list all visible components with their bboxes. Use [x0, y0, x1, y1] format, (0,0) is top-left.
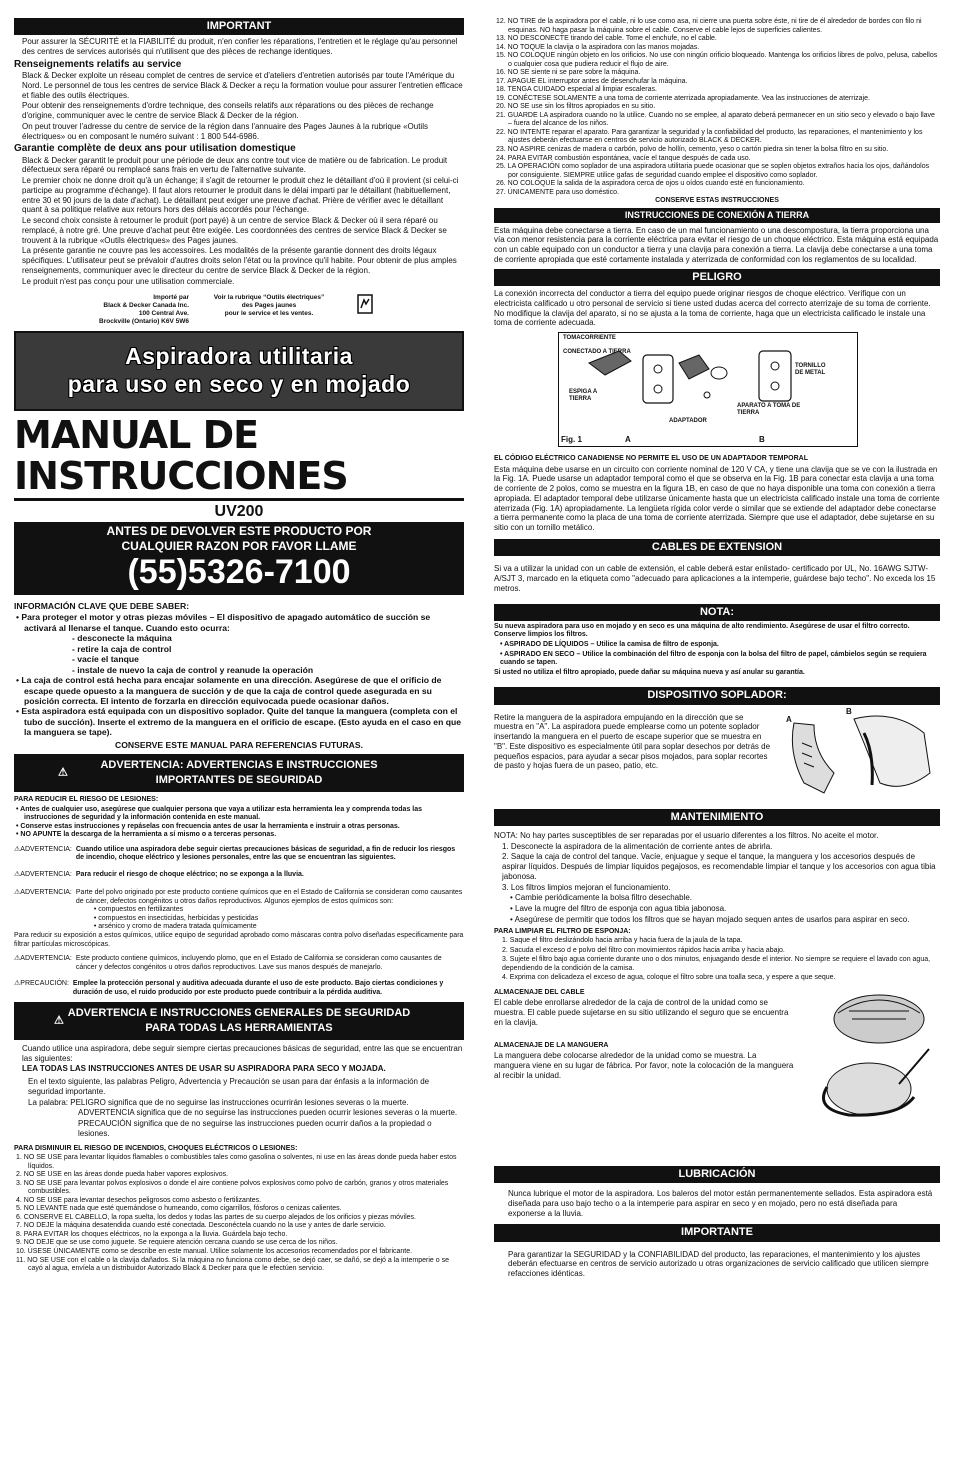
lubrication-header: LUBRICACIÓN [494, 1166, 940, 1183]
key-item: • Para proteger el motor y otras piezas móviles – El dispositivo de apagado automático de succión se activará al llenarse el tanque. Cuando esto ocurra: [16, 612, 431, 633]
sponge-step: 2. Sacuda el exceso d e polvo del filtro con movimientos rápidos hacia arriba y hacia abajo. [502, 946, 785, 954]
safety-item: 14. NO TOQUE la clavija o la aspiradora con las manos mojadas. [496, 43, 700, 51]
general-safety-header [14, 1002, 464, 1040]
extension-header: CABLES DE EXTENSION [494, 539, 940, 556]
figure-label: CONECTADO A TIERRA [563, 349, 631, 356]
caution-text: Emplee la protección personal y auditiva adecuada durante el uso de este producto. Bajo ciertas condiciones y duración de uso, el ruido producido por este producto puede contribuir a la pérdida auditiva. [72, 980, 444, 996]
signal-word-danger: La palabra: PELIGRO significa que de no seguirse las instrucciones ocurrirán lesiones severas o la muerte. [28, 1097, 409, 1107]
vacuum-hose-icon [784, 713, 934, 795]
left-column [14, 18, 464, 1274]
importer-line: Black & Decker Canada Inc. [103, 302, 189, 310]
warning-text: Para reducir el riesgo de choque eléctrico; no se exponga a la lluvia. [75, 870, 304, 878]
general-text: LEA TODAS LAS INSTRUCCIONES ANTES DE USAR SU ASPIRADORA PARA SECO Y MOJADA. [22, 1064, 386, 1074]
warranty-heading: Garantie complète de deux ans pour utilisation domestique [14, 143, 296, 155]
reduce-item: • Conserve estas instrucciones y repáselas con frecuencia antes de usar la herramienta e instruir a otras personas. [16, 822, 400, 830]
model-number: UV200 [214, 503, 264, 521]
product-title-line-1: Aspiradora utilitaria [125, 343, 353, 370]
maintenance-step: 3. Los filtros limpios mejoran el funcionamiento. [502, 882, 671, 892]
fire-risk-item: 1. NO SE USE para levantar líquidos flamables o combustibles tales como gasolina o solventes, ni use en las áreas donde pueda haber estos líquidos. [16, 1154, 457, 1170]
fire-risk-item: 10. ÚSESE ÚNICAMENTE como se describe en este manual. Utilice solamente los accesorios recomendados por el fabricante. [16, 1248, 413, 1256]
phone-number: (55)5326-7100 [127, 552, 351, 591]
note-text: Si usted no utiliza el filtro apropiado, puede dañar su máquina nueva y así anular su garantía. [494, 668, 805, 676]
fire-risk-item: 9. NO DEJE que se use como juguete. Se requiere atención cercana cuando se use cerca de los niños. [16, 1239, 338, 1247]
note-item: • ASPIRADO EN SECO – Utilice la combinación del filtro de esponja con la bolsa del filtro de papel, cámbielos según se requiera cuando se tapen. [500, 650, 927, 667]
figure-label: ADAPTADOR [669, 418, 707, 425]
safety-item: 27. ÚNICAMENTE para uso doméstico. [496, 188, 619, 196]
figure-label: ESPIGA A TIERRA [569, 389, 598, 403]
safety-block [14, 796, 464, 997]
key-item: • La caja de control está hecha para encajar solamente en una dirección. Asegúrese de que el orificio de escape quede opuesto a la manguera de succión y de que la caja de control quede asegurada en su posición correcta. El intento de forzarla en dirección equivocada puede ocasionar daños. [16, 675, 442, 706]
keep-manual-note: CONSERVE ESTE MANUAL PARA REFERENCIAS FUTURAS. [115, 739, 363, 750]
safety-item: 18. TENGA CUIDADO especial al limpiar escaleras. [496, 86, 657, 94]
cable-storage-text: El cable debe enrollarse alrededor de la caja de control de la unidad como se muestra. El cable puede sujetarse en su sitio utilizando el seguro que se encuentra en la clavija. [494, 998, 789, 1027]
safety-item: 21. GUARDE LA aspiradora cuando no la utilice. Cuando no se emplee, al aparato deberá permanecer en un sitio seco y elevado o bajo llave – fuera del alcance de los niños. [496, 111, 935, 128]
exposure-text: Para reducir su exposición a estos químicos, utilice equipo de seguridad aprobado como máscaras contra polvo diseñadas especificamente para filtrar partículas microscópicas. [14, 932, 464, 948]
caution-label: ⚠PRECAUCIÓN: [14, 980, 69, 988]
warranty-text-5: Le produit n'est pas conçu pour une utilisation commerciale. [22, 276, 235, 286]
important-footer-text: Para garantizar la SEGURIDAD y la CONFIABILIDAD del producto, las reparaciones, el mantenimiento y los ajustes deberán efectuarse en centros de servicio autorizado u otras organizaciones de servicio calificado que utilicen siempre refacciones idénticas. [508, 1249, 929, 1279]
fire-risk-item: 7. NO DEJE la máquina desatendida cuando esté conectada. Desconéctela cuando no la use y antes de darle servicio. [16, 1222, 386, 1230]
key-step: - vacíe el tanque [72, 654, 139, 665]
fire-risk-title: PARA DISMINUIR EL RIESGO DE INCENDIOS, CHOQUES ELÉCTRICOS O LESIONES: [14, 1144, 298, 1152]
maintenance-substep: • Lave la mugre del filtro de esponja con agua tibia jabonosa. [510, 904, 727, 914]
danger-text: La conexión incorrecta del conductor a tierra del equipo puede originar riesgos de choque eléctrico. Verifique con un electricista calificado u otro personal de servicio si tiene usted dudas acerca del correcto aterrizaje de su toma de corriente. No modifique la clavija del aparato, si no se ajusta a la toma de corriente, haga que un electricista calificado le instale una toma de corriente adecuada. [494, 289, 931, 328]
fire-risk-block [14, 1145, 464, 1274]
warranty-text-2: Le premier choix ne donne droit qu'à un échange; il s'agit de retourner le produit chez le détaillant d'où il provient (si celui-ci participe au programme d'échange). Il faut alors retourner le produit dans le délai imparti par le détaillant (habituellement, entre 30 et 90 jours de la date d'achat). Le détaillant peut exiger une preuve d'achat. Prière de vérifier avec le détaillant quant à sa politique relative aux retours hors des délais accordés pour l'échange. [22, 176, 459, 215]
warning-text: Este producto contiene químicos, incluyendo plomo, que en el Estado de California se consideran como causantes de cáncer y defectos congénitos u otros daños reproductivos. Lave sus manos después de manejarlo. [75, 955, 442, 971]
service-heading: Renseignements relatifs au service [14, 58, 182, 70]
safety-item: 19. CONÉCTESE SOLAMENTE a una toma de corriente aterrizada apropiadamente. Vea las instrucciones de aterrizaje. [496, 94, 870, 102]
figure-part-b: B [759, 435, 765, 445]
safety-item: 22. NO INTENTE reparar el aparato. Para garantizar la seguridad y la confiabilidad del producto, las reparaciones, el mantenimiento y los ajustes deberán efectuarse en centros de servicio autorizado BLACK & DECKER. [496, 128, 923, 145]
general-safety-block [14, 1044, 464, 1139]
key-step: - instale de nuevo la caja de control y reanude la operación [72, 664, 314, 675]
important-header: IMPORTANT [14, 18, 464, 35]
blower-text: Retire la manguera de la aspiradora empujando en la dirección que se muestra en "A". La aspiradora puede emplearse como un potente soplador insertando la manguera en el puerto de escape superior que se muestra en "B". Este dispositivo es especialmente útil para soplar desechos por detrás de pequeños espacios, para ayudar a secar pisos mojados, para soplar recortes de pasto y hojas fuera de un paseo, patio, etc. [494, 712, 771, 771]
sponge-title: PARA LIMPIAR EL FILTRO DE ESPONJA: [494, 927, 631, 935]
warranty-text-4: La présente garantie ne couvre pas les accessoires. Les modalités de la présente garantie donnent des droits légaux spécifiques. L'utilisateur peut se prévaloir d'autres droits selon l'état ou la province qu'il habite. Pour obtenir de plus amples renseignements, communiquer avec le directeur du centre de service Black & Decker de la région. [22, 246, 457, 275]
call-line-2: CUALQUIER RAZON POR FAVOR LLAME [121, 539, 357, 554]
signal-word-warning: ADVERTENCIA significa que de no seguirse las instrucciones pueden ocurrir lesiones severas o la muerte. [78, 1108, 458, 1118]
general-text: En el texto siguiente, las palabras Peligro, Advertencia y Precaución se usan para dar énfasis a la información de seguridad importante. [28, 1077, 430, 1096]
extension-text: Si va a utilizar la unidad con un cable de extensión, el cable deberá estar enlistado- certificado por UL, No. 16AWG SJTW-A/SJT 3, marcado en la etiqueta como "adecuado para aplicaciones a la intemperie, guárdese bajo techo". No exceda los 15 metros. [494, 564, 936, 593]
important-footer-header: IMPORTANTE [494, 1224, 940, 1241]
blower-block [494, 706, 940, 795]
warning-text: Cuando utilice una aspiradora debe seguir ciertas precauciones básicas de seguridad, a fin de reducir los riesgos de incendio, choque eléctrico y lesiones personales, entre las que se encuentran las siguientes. [75, 845, 456, 862]
phone-book-icon [357, 294, 373, 314]
blower-label-b: B [846, 706, 852, 716]
fire-risk-item: 2. NO SE USE en las áreas donde pueda haber vapores explosivos. [16, 1171, 229, 1179]
caution-item [14, 980, 464, 997]
warning-label: ⚠ADVERTENCIA: [14, 870, 72, 878]
storage-block [494, 989, 940, 1122]
fire-risk-item: 3. NO SE USE para levantar polvos explosivos o donde el aire contiene polvos explosivos como polvo de carbón, granos y otros materiales combustibles. [16, 1179, 449, 1196]
key-item: • Esta aspiradora está equipada con un dispositivo soplador. Quite del tanque la manguera (completa con el tubo de succión). Inserte el extremo de la manguera en el orificio de escape. (Esto ayuda en el caso en que la manguera se tape). [16, 706, 461, 738]
fire-risk-list [14, 1154, 464, 1273]
chemical-item: • arsénico y cromo de madera tratada químicamente [93, 923, 257, 931]
divider [14, 498, 464, 501]
note-block [494, 623, 940, 677]
warning-item [14, 871, 464, 880]
reduce-item: • Antes de cualquier uso, asegúrese que cualquier persona que vaya a utilizar esta herramienta lea y comprenda todas las instrucciones de seguridad y la información contenida en este manual. [16, 805, 423, 822]
storage-illustration [804, 989, 934, 1122]
key-step: - desconecte la máquina [72, 633, 172, 644]
safety-item: 20. NO SE use sin los filtros apropiados en su sitio. [496, 103, 656, 111]
warning-icon: ⚠ [54, 1014, 64, 1027]
yellow-pages-line: des Pages jaunes [241, 302, 297, 310]
warning-label: ⚠ADVERTENCIA: [14, 955, 72, 963]
safety-item: 23. NO ASPIRE cenizas de madera o carbón, polvo de hollín, cemento, yeso o cartón piedra sin tener la bolsa filtro en su sitio. [496, 145, 889, 153]
service-text-1: Black & Decker exploite un réseau complet de centres de service et d'ateliers d'entretien autorisés par toute l'Amérique du Nord. Le personnel de tous les centres de service Black & Decker a reçu la formation voulue pour assurer l'entretien efficace et fiable des outils électriques. [22, 71, 463, 100]
general-text: Cuando utilice una aspiradora, debe seguir siempre ciertas precauciones básicas de seguridad, entre las que se encuentran las siguientes: [22, 1043, 463, 1063]
cable-storage-title: ALMACENAJE DEL CABLE [494, 988, 585, 996]
warranty-text-1: Black & Decker garantit le produit pour une période de deux ans contre tout vice de matière ou de fabrication. Le produit défectueux sera réparé ou remplacé sans frais en vertu de l'alternative suivante. [22, 155, 448, 175]
importer-line: Importé par [153, 294, 189, 302]
danger-header: PELIGRO [494, 269, 940, 286]
blower-label-a: A [786, 714, 792, 724]
grounding-header: INSTRUCCIONES DE CONEXIÓN A TIERRA [494, 208, 940, 223]
yellow-pages-line: pour le service et les ventes. [224, 309, 314, 317]
key-info [14, 601, 464, 751]
maintenance-step: 1. Desconecte la aspiradora de la alimentación de corriente antes de abrirla. [502, 841, 773, 851]
canada-code-text: Esta máquina debe usarse en un circuito con corriente nominal de 120 V CA, y tiene una clavija que se ve con la ilustrada en la Fig. 1A. Puede usarse un adaptador temporal como el que se observa en la Fig. 1B para conectar esta clavija a una toma de corriente de 2 polos, como se muestra en la figura 1B, en caso de que no haya disponible una toma con conexión a tierra apropiada. El adaptador temporal debe utilizarse únicamente hasta que un electricista calificado instale una toma de corriente aterrizada (Fig. 1A) apropiadamente. La lengüeta rígida color verde o similar que se extiende del adaptador debe conectarse a tierra permanente como la placa de una toma de corriente aterrizada. Siempre que use el adaptador, debe sujetarse en su sitio con un tornillo metálico. [494, 464, 940, 533]
warning-icon: ⚠ [58, 766, 68, 779]
canada-code-title: EL CÓDIGO ELÉCTRICO CANADIENSE NO PERMITE EL USO DE UN ADAPTADOR TEMPORAL [494, 455, 808, 463]
product-title-box [14, 331, 464, 410]
figure-label: TORNILLO DE METAL [795, 363, 826, 377]
right-column [494, 18, 940, 1280]
call-line-1: ANTES DE DEVOLVER ESTE PRODUCTO POR [106, 523, 372, 538]
warning-item [14, 846, 464, 863]
importer-line: Brockville (Ontario) K6V 5W6 [99, 317, 189, 325]
grounding-figure [558, 332, 858, 447]
warning-text: Parte del polvo originado por este producto contiene químicos que en el Estado de California se consideran como causantes de cáncer, defectos congénitos u otros daños reproductivos. Algunos ejemplos de estos químicos son: • compuestos en fertilizantes • compuestos en insecticidas, herbicidas y pesticidas • arsénico y cromo de madera tratada químicamente [75, 889, 463, 931]
sponge-step: 4. Exprima con delicadeza el exceso de agua, coloque el filtro sobre una toalla seca, y espere a que seque. [502, 974, 836, 982]
chemical-item: • compuestos en fertilizantes [93, 906, 184, 914]
blower-header: DISPOSITIVO SOPLADOR: [494, 687, 940, 704]
safety-item: 12. NO TIRE de la aspiradora por el cable, ni lo use como asa, ni cierre una puerta sobre éste, ni tire de él alrededor de bordes con filo ni esquinas. NO haga pasar la máquina sobre el cable. Conserve el cable lejos de superficies calientes. [496, 18, 922, 34]
figure-label: APARATO A TOMA DE TIERRA [737, 403, 801, 417]
safety-item: 26. NO COLOQUE la salida de la aspiradora cerca de ojos u oídos cuando esté en funcionamiento. [496, 180, 805, 188]
reduce-item: • NO APUNTE la descarga de la herramienta a sí mismo o a terceras personas. [16, 831, 277, 839]
figure-number: Fig. 1 [561, 435, 582, 445]
call-box [14, 522, 464, 595]
yellow-pages-line: Voir la rubrique “Outils électriques” [213, 294, 325, 302]
grounding-text: Esta máquina debe conectarse a tierra. En caso de un mal funcionamiento o una descompostura, la tierra proporciona una vía con menor resistencia para la corriente eléctrica para evitar el riesgo de un choque eléctrico. Esta máquina está equipada con un cable equipado con un conductor a tierra y una clavija para conexión a tierra. La clavija debe conectarse a una toma de corriente apropiada que esté cortamente instalada y aterrizada de conformidad con los reglamentos de su localidad. [494, 225, 939, 264]
safety-item: 15. NO COLOQUE ningún objeto en los orificios. No use con ningún orificio bloqueado. Mantenga los orificios libres de polvo, pelusa, cabellos o cualquier cosa que pudiera reducir el flujo de aire. [496, 52, 938, 68]
maintenance-note: NOTA: No hay partes susceptibles de ser reparadas por el usuario diferentes a los filtros. No aceite el motor. [494, 830, 879, 840]
warning-item [14, 889, 464, 932]
manual-title: MANUAL DE INSTRUCCIONES [14, 412, 348, 499]
warranty-text-3: Le second choix consiste à retourner le produit (port payé) à un centre de service Black & Decker où il sera réparé ou remplacé, à notre gré. Une preuve d'achat peut être exigée. Les coordonnées des centres de service Black & Decker se trouvent à la rubrique «Outils électriques» des Pages jaunes. [22, 216, 447, 245]
fire-risk-item: 6. CONSERVE EL CABELLO, la ropa suelta, los dedos y todas las partes de su cuerpo alejados de los orificios y piezas móviles. [16, 1213, 416, 1221]
importer-block [14, 294, 464, 325]
figure-part-a: A [625, 435, 631, 445]
note-text: Su nueva aspiradora para uso en mojado y en seco es una máquina de alto rendimiento. Asegúrese de usar el filtro correcto. Conserve limpios los filtros. [494, 622, 910, 639]
maintenance-header: MANTENIMIENTO [494, 809, 940, 826]
general-safety-header-line: PARA TODAS LAS HERRAMIENTAS [145, 1022, 333, 1035]
reduce-title: PARA REDUCIR EL RIESGO DE LESIONES: [14, 796, 159, 804]
blower-illustration [784, 706, 934, 795]
fire-risk-item: 5. NO LEVANTE nada que esté quemándose o humeando, como cigarrillos, fósforos o cenizas calientes. [16, 1205, 342, 1213]
hose-storage-text: La manguera debe colocarse alrededor de la unidad como se muestra. La manguera viene en su lugar de fábrica. Por favor, note la colocación de la manguera al recibir la unidad. [494, 1051, 794, 1080]
warning-header-line: IMPORTANTES DE SEGURIDAD [155, 774, 323, 787]
safety-item: 25. LA OPERACIÓN como soplador de una aspiradora utilitaria puede ocasionar que se soplen objetos extraños hacia los ojos, dañándolos por consiguiente. SIEMPRE utilice gafas de seguridad cuando emplee el dispositivo como soplador. [496, 163, 930, 179]
general-safety-header-line: ADVERTENCIA E INSTRUCCIONES GENERALES DE SEGURIDAD [67, 1007, 411, 1020]
hose-storage-title: ALMACENAJE DE LA MANGUERA [494, 1041, 609, 1049]
safety-item: 16. NO SE siente ni se pare sobre la máquina. [496, 69, 641, 77]
lubrication-text: Nunca lubrique el motor de la aspiradora. Los baleros del motor están permanentemente sellados. Esta aspiradora está diseñada para uso bajo techo o a la intemperie para aspirar en seco y en mojado, pero no está diseñada para exponerse a la lluvia. [508, 1189, 933, 1218]
key-step: - retire la caja de control [72, 643, 172, 654]
chemical-item: • compuestos en insecticidas, herbicidas y pesticidas [93, 914, 259, 922]
important-text: Pour assurer la SÉCURITÉ et la FIABILITÉ du produit, n'en confier les réparations, l'entretien et le réglage qu'au personnel des centres de services autorisés qui n'utilisent que des pièces de rechange identiques. [22, 37, 458, 57]
note-item: • ASPIRADO DE LÍQUIDOS – Utilice la camisa de filtro de esponja. [500, 640, 719, 648]
safety-item: 13. NO DESCONECTE tirando del cable. Tome el enchufe, no el cable. [496, 35, 717, 43]
sponge-step: 1. Saque el filtro deslizándolo hacia arriba y hacia fuera de la jaula de la tapa. [502, 937, 743, 945]
maintenance-block [494, 831, 940, 983]
maintenance-substep: • Cambie periódicamente la bolsa filtro desechable. [510, 893, 693, 903]
conserve-note: CONSERVE ESTAS INSTRUCCIONES [655, 197, 779, 205]
signal-word-caution: PRECAUCIÓN significa que de no seguirse las instrucciones pueden ocurrir daños a la propiedad o lesiones. [78, 1119, 432, 1138]
fire-risk-item: 8. PARA EVITAR los choques eléctricos, no la exponga a la lluvia. Guárdela bajo techo. [16, 1230, 288, 1238]
vacuum-unit-icon [804, 989, 934, 1119]
safety-item: 24. PARA EVITAR combustión espontánea, vacíe el tanque después de cada uso. [496, 154, 751, 162]
fire-risk-item: 11. NO SE USE con el cable o la clavija dañados. Si la máquina no funciona como debe, se dejó caer, se dañó, se dejó a la intemperie o se cayó al agua, envíela a un distribuidor Autorizado Black & Decker para que le efectúen servicio. [16, 1256, 449, 1273]
warning-item [14, 955, 464, 972]
plug-illustration [559, 333, 859, 433]
importer-line: 100 Central Ave. [138, 309, 189, 317]
key-info-title: INFORMACIÓN CLAVE QUE DEBE SABER: [14, 600, 190, 611]
maintenance-substep: • Asegúrese de permitir que todos los filtros que se hayan mojado sequen antes de usarlos para aspirar en seco. [510, 914, 910, 924]
service-text-2: Pour obtenir des renseignements d'ordre technique, des conseils relatifs aux réparations ou des pièces de rechange d'origine, communiquer avec le centre de service Black & Decker de la région. [22, 101, 434, 121]
safety-item: 17. APAGUE EL interruptor antes de desenchufar la máquina. [496, 77, 688, 85]
figure-label: TOMACORRIENTE [563, 335, 616, 342]
note-header: NOTA: [494, 604, 940, 621]
service-text-3: On peut trouver l'adresse du centre de service de la région dans l'annuaire des Pages Jaunes à la rubrique «Outils électriques» ou en composant le numéro suivant : 1 800 544-6986. [22, 121, 428, 141]
product-title-line-2: para uso en seco y en mojado [67, 371, 411, 398]
safety-list-continued [494, 18, 940, 197]
warning-label: ⚠ADVERTENCIA: [14, 845, 72, 853]
warning-label: ⚠ADVERTENCIA: [14, 889, 72, 897]
warning-header [14, 754, 464, 792]
sponge-step: 3. Sujete el filtro bajo agua corriente durante uno o dos minutos, enjuagando desde el interior. No siempre se requiere el lavado con agua, dependiendo de la condición de la camisa. [502, 956, 931, 972]
maintenance-step: 2. Saque la caja de control del tanque. Vacíe, enjuague y seque el tanque, la manguera y los accesorios después de aspirar líquidos. Después de limpiar líquidos pegajosos, es recomendable limpiar el tanque y los accesorios con agua tibia jabonosa. [502, 852, 936, 881]
fire-risk-item: 4. NO SE USE para levantar desechos peligrosos como asbesto o fertilizantes. [16, 1196, 262, 1204]
warning-header-line: ADVERTENCIA: ADVERTENCIAS E INSTRUCCIONES [100, 759, 378, 772]
